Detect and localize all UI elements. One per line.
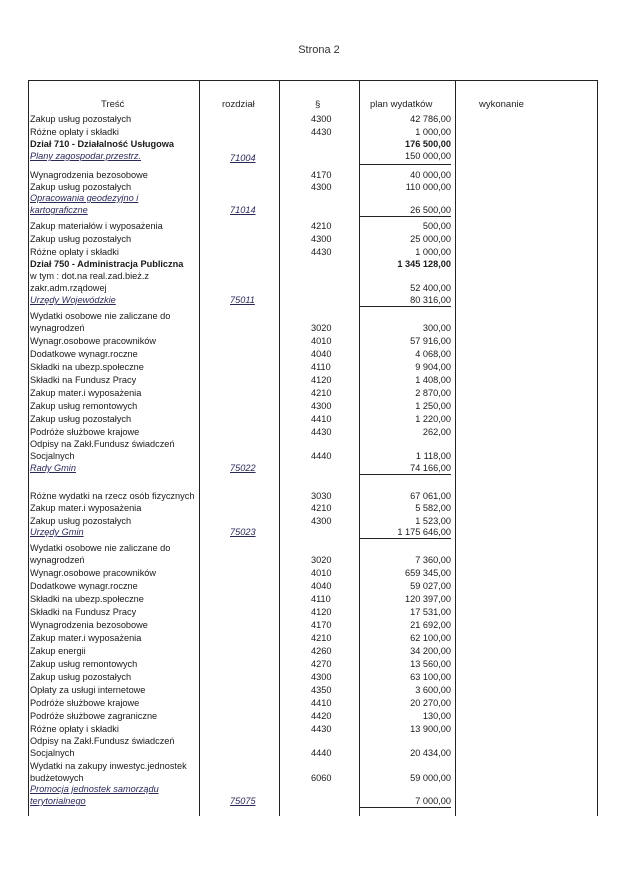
table-row	[29, 606, 599, 618]
row-paragraf: 4300	[311, 182, 332, 192]
row-plan-amount: 74 166,00	[410, 463, 451, 473]
row-description: Rady Gmin	[30, 463, 76, 473]
table-row	[29, 413, 599, 425]
row-description: Plany zagospodar.przestrz.	[30, 151, 141, 161]
row-description: Zakup energii	[30, 646, 86, 656]
table-row	[29, 619, 599, 631]
row-plan-amount: 13 560,00	[410, 659, 451, 669]
row-description: budżetowych	[30, 773, 84, 783]
row-description: Urzędy Wojewódzkie	[30, 295, 116, 305]
row-plan-amount: 67 061,00	[410, 491, 451, 501]
row-description: Zakup usług remontowych	[30, 401, 138, 411]
table-row	[29, 270, 599, 282]
row-plan-amount: 9 904,00	[415, 362, 451, 372]
row-description: terytorialnego	[30, 796, 86, 806]
row-paragraf: 4350	[311, 685, 332, 695]
row-plan-amount: 42 786,00	[410, 114, 451, 124]
row-description: Różne opłaty i składki	[30, 127, 119, 137]
row-rozdzial: 75011	[230, 295, 255, 305]
table-row	[29, 526, 599, 538]
row-description: Wydatki osobowe nie zaliczane do	[30, 543, 171, 553]
header-wykonanie: wykonanie	[479, 99, 524, 110]
row-plan-amount: 1 250,00	[415, 401, 451, 411]
row-paragraf: 4430	[311, 724, 332, 734]
row-plan-amount: 40 000,00	[410, 170, 451, 180]
row-paragraf: 4170	[311, 170, 332, 180]
row-plan-amount: 21 692,00	[410, 620, 451, 630]
row-paragraf: 4210	[311, 388, 332, 398]
row-description: Zakup usług pozostałych	[30, 182, 132, 192]
table-row	[29, 450, 599, 462]
row-paragraf: 4040	[311, 581, 332, 591]
table-row	[29, 361, 599, 373]
row-description: Zakup materiałów i wyposażenia	[30, 221, 163, 231]
table-row	[29, 795, 599, 807]
row-plan-amount: 130,00	[422, 711, 451, 721]
table-row	[29, 490, 599, 502]
row-description: Zakup mater.i wyposażenia	[30, 503, 142, 513]
row-description: Wydatki na zakupy inwestyc.jednostek	[30, 761, 187, 771]
row-plan-amount: 80 316,00	[410, 295, 451, 305]
row-plan-amount: 57 916,00	[410, 336, 451, 346]
row-plan-amount: 2 870,00	[415, 388, 451, 398]
row-description: Wynagr.osobowe pracowników	[30, 568, 157, 578]
row-paragraf: 4300	[311, 401, 332, 411]
row-paragraf: 4010	[311, 336, 332, 346]
row-description: Dodatkowe wynagr.roczne	[30, 581, 138, 591]
row-description: Dział 750 - Administracja Publiczna	[30, 259, 184, 269]
row-paragraf: 3030	[311, 491, 332, 501]
row-paragraf: 4430	[311, 247, 332, 257]
row-description: Zakup mater.i wyposażenia	[30, 388, 142, 398]
row-description: Dodatkowe wynagr.roczne	[30, 349, 138, 359]
row-description: Socjalnych	[30, 451, 75, 461]
row-plan-amount: 1 220,00	[415, 414, 451, 424]
row-rozdzial: 71004	[230, 153, 256, 163]
row-plan-amount: 4 068,00	[415, 349, 451, 359]
table-row	[29, 645, 599, 657]
row-plan-amount: 20 434,00	[410, 748, 451, 758]
table-row	[29, 671, 599, 683]
subtotal-underline	[359, 474, 451, 475]
row-description: Składki na Fundusz Pracy	[30, 607, 137, 617]
row-plan-amount: 52 400,00	[410, 283, 451, 293]
row-description: Zakup mater.i wyposażenia	[30, 633, 142, 643]
row-paragraf: 4300	[311, 516, 332, 526]
row-description: Zakup usług pozostałych	[30, 114, 132, 124]
subtotal-underline	[359, 306, 451, 307]
row-paragraf: 4300	[311, 234, 332, 244]
row-rozdzial: 75023	[230, 527, 256, 537]
table-row	[29, 760, 599, 772]
row-plan-amount: 7 360,00	[415, 555, 451, 565]
table-row	[29, 658, 599, 670]
table-row	[29, 735, 599, 747]
row-description: Zakup usług pozostałych	[30, 414, 132, 424]
row-description: Zakup usług remontowych	[30, 659, 138, 669]
row-plan-amount: 1 523,00	[415, 516, 451, 526]
row-plan-amount: 120 397,00	[405, 594, 451, 604]
table-row	[29, 220, 599, 232]
row-plan-amount: 20 270,00	[410, 698, 451, 708]
row-description: Składki na Fundusz Pracy	[30, 375, 137, 385]
row-paragraf: 4170	[311, 620, 332, 630]
table-row	[29, 310, 599, 322]
row-paragraf: 4300	[311, 672, 332, 682]
row-description: Odpisy na Zakł.Fundusz świadczeń	[30, 736, 175, 746]
row-plan-amount: 1 345 128,00	[397, 259, 451, 269]
row-description: Wynagr.osobowe pracowników	[30, 336, 157, 346]
row-plan-amount: 62 100,00	[410, 633, 451, 643]
page-number: Strona 2	[298, 44, 340, 56]
table-row	[29, 152, 599, 164]
table-row	[29, 697, 599, 709]
row-description: Wynagrodzenia bezosobowe	[30, 620, 148, 630]
table-row	[29, 204, 599, 216]
row-plan-amount: 1 000,00	[415, 127, 451, 137]
row-description: Socjalnych	[30, 748, 75, 758]
row-paragraf: 4040	[311, 349, 332, 359]
row-paragraf: 4430	[311, 427, 332, 437]
row-description: Urzędy Gmin	[30, 527, 84, 537]
row-paragraf: 4410	[311, 414, 332, 424]
table-row	[29, 783, 599, 795]
row-description: zakr.adm.rządowej	[30, 283, 107, 293]
row-plan-amount: 1 000,00	[415, 247, 451, 257]
header-paragraf: §	[315, 99, 321, 110]
row-plan-amount: 3 600,00	[415, 685, 451, 695]
row-description: Odpisy na Zakł.Fundusz świadczeń	[30, 439, 175, 449]
row-paragraf: 4300	[311, 114, 332, 124]
table-row	[29, 502, 599, 514]
row-paragraf: 4440	[311, 748, 332, 758]
row-plan-amount: 1 118,00	[415, 451, 451, 461]
row-description: Różne opłaty i składki	[30, 247, 119, 257]
row-paragraf: 4430	[311, 127, 332, 137]
table-row	[29, 126, 599, 138]
row-paragraf: 4410	[311, 698, 332, 708]
table-row	[29, 246, 599, 258]
row-description: wynagrodzeń	[30, 323, 85, 333]
row-plan-amount: 59 027,00	[410, 581, 451, 591]
row-paragraf: 4120	[311, 375, 332, 385]
row-paragraf: 6060	[311, 773, 332, 783]
row-paragraf: 4010	[311, 568, 332, 578]
table-row	[29, 554, 599, 566]
row-plan-amount: 1 175 646,00	[397, 527, 451, 537]
row-plan-amount: 63 100,00	[410, 672, 451, 682]
row-paragraf: 4110	[311, 594, 331, 604]
row-plan-amount: 5 582,00	[415, 503, 451, 513]
table-row	[29, 747, 599, 759]
table-row	[29, 294, 599, 306]
header-tresc: Treść	[101, 99, 125, 110]
table-row	[29, 400, 599, 412]
row-plan-amount: 176 500,00	[405, 139, 451, 149]
row-description: Wynagrodzenia bezosobowe	[30, 170, 148, 180]
subtotal-underline	[359, 807, 451, 808]
header-plan: plan wydatków	[370, 99, 433, 110]
table-row	[29, 348, 599, 360]
table-row	[29, 374, 599, 386]
row-rozdzial: 71014	[230, 205, 256, 215]
row-paragraf: 4210	[311, 503, 332, 513]
row-description: Wydatki osobowe nie zaliczane do	[30, 311, 171, 321]
row-plan-amount: 659 345,00	[405, 568, 451, 578]
table-row	[29, 192, 599, 204]
row-description: kartograficzne	[30, 205, 88, 215]
subtotal-underline	[359, 216, 451, 217]
row-paragraf: 4270	[311, 659, 332, 669]
subtotal-underline	[359, 538, 451, 539]
row-plan-amount: 150 000,00	[405, 151, 451, 161]
row-paragraf: 4210	[311, 633, 332, 643]
table-row	[29, 322, 599, 334]
table-row	[29, 567, 599, 579]
row-description: Dział 710 - Działalność Usługowa	[30, 139, 174, 149]
table-row	[29, 233, 599, 245]
row-plan-amount: 13 900,00	[410, 724, 451, 734]
row-paragraf: 4210	[311, 221, 332, 231]
row-paragraf: 3020	[311, 323, 332, 333]
table-row	[29, 426, 599, 438]
subtotal-underline	[359, 164, 451, 165]
header-rozdzial: rozdział	[222, 99, 255, 110]
row-plan-amount: 25 000,00	[410, 234, 451, 244]
table-row	[29, 580, 599, 592]
row-description: wynagrodzeń	[30, 555, 85, 565]
row-description: w tym : dot.na real.zad.bież.z	[30, 271, 149, 281]
row-rozdzial: 75075	[230, 796, 256, 806]
table-row	[29, 710, 599, 722]
row-plan-amount: 300,00	[422, 323, 451, 333]
row-paragraf: 4120	[311, 607, 332, 617]
row-plan-amount: 34 200,00	[410, 646, 451, 656]
table-row	[29, 542, 599, 554]
row-plan-amount: 7 000,00	[415, 796, 451, 806]
row-plan-amount: 26 500,00	[410, 205, 451, 215]
table-row	[29, 335, 599, 347]
table-row	[29, 684, 599, 696]
row-plan-amount: 59 000,00	[410, 773, 451, 783]
budget-table	[28, 80, 598, 816]
row-paragraf: 4420	[311, 711, 332, 721]
table-row	[29, 169, 599, 181]
row-description: Różne wydatki na rzecz osób fizycznych	[30, 491, 195, 501]
row-paragraf: 3020	[311, 555, 332, 565]
row-paragraf: 4260	[311, 646, 332, 656]
table-row	[29, 387, 599, 399]
row-plan-amount: 17 531,00	[410, 607, 451, 617]
row-description: Składki na ubezp.społeczne	[30, 362, 144, 372]
table-row	[29, 632, 599, 644]
table-row	[29, 258, 599, 270]
row-description: Opracowania geodezyjno i	[30, 193, 139, 203]
row-rozdzial: 75022	[230, 463, 256, 473]
row-paragraf: 4440	[311, 451, 332, 461]
row-plan-amount: 110 000,00	[405, 182, 451, 192]
row-description: Zakup usług pozostałych	[30, 516, 132, 526]
table-row	[29, 138, 599, 150]
table-row	[29, 723, 599, 735]
row-description: Zakup usług pozostałych	[30, 672, 132, 682]
row-description: Opłaty za usługi internetowe	[30, 685, 146, 695]
row-description: Promocja jednostek samorządu	[30, 784, 159, 794]
row-description: Podróże służbowe zagraniczne	[30, 711, 158, 721]
row-plan-amount: 262,00	[422, 427, 451, 437]
table-row	[29, 113, 599, 125]
row-paragraf: 4110	[311, 362, 331, 372]
table-row	[29, 462, 599, 474]
table-row	[29, 593, 599, 605]
row-description: Składki na ubezp.społeczne	[30, 594, 144, 604]
table-row	[29, 282, 599, 294]
row-plan-amount: 500,00	[422, 221, 451, 231]
row-plan-amount: 1 408,00	[415, 375, 451, 385]
table-body	[29, 81, 597, 816]
row-description: Podróże służbowe krajowe	[30, 698, 140, 708]
row-description: Zakup usług pozostałych	[30, 234, 132, 244]
row-description: Różne opłaty i składki	[30, 724, 119, 734]
row-description: Podróże służbowe krajowe	[30, 427, 140, 437]
table-row	[29, 438, 599, 450]
